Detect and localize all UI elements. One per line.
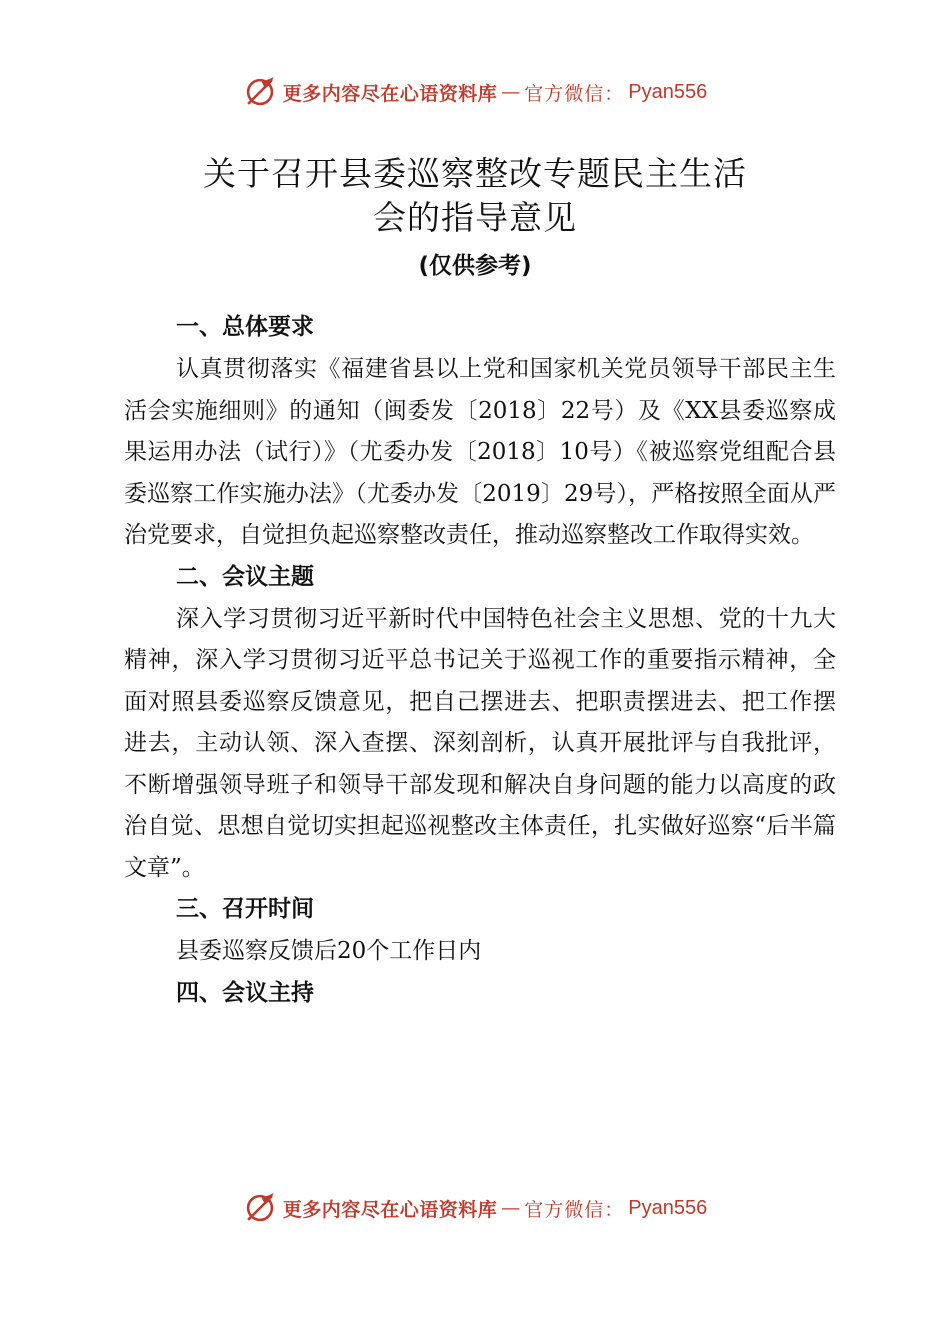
- footer-banner: [0, 1188, 950, 1228]
- banner-wechat-label: 官方微信：: [524, 1198, 625, 1221]
- banner-separator: —: [501, 1197, 521, 1219]
- banner-text: 更多内容尽在心语资料库: [282, 82, 498, 105]
- section-body-2: 深入学习贯彻习近平新时代中国特色社会主义思想、党的十九大精神，深入学习贯彻习近平总书记关于巡视工作的重要指示精神，全面对照县委巡察反馈意见，把自己摆进去、把职责摆进去、把工作摆进去，主动认领、深入查摆、深刻剖析，认真开展批评与自我批评，不断增强领导班子和领导干部发现和解决自身问题的能力以高度的政治自觉、思想自觉切实担起巡视整改主体责任，扎实做好巡察“后半篇文章”。: [124, 605, 836, 881]
- header-banner: [0, 72, 950, 112]
- banner-wechat-label: 官方微信：: [524, 82, 625, 105]
- banner-text: 更多内容尽在心语资料库: [282, 1198, 498, 1221]
- section-body-3: 县委巡察反馈后20个工作日内: [176, 938, 482, 964]
- section-heading-3: 三、召开时间: [176, 896, 314, 922]
- banner-wechat-id: Pyan556: [628, 1196, 708, 1219]
- section-heading-4: 四、会议主持: [176, 979, 314, 1006]
- banner-wechat-id: Pyan556: [628, 80, 708, 103]
- section-heading-1: 一、总体要求: [176, 314, 314, 340]
- quill-logo-icon: [243, 1191, 277, 1225]
- banner-separator: —: [501, 81, 521, 103]
- doc-title-line2: 会的指导意见: [373, 198, 577, 237]
- section-body-1: 认真贯彻落实《福建省县以上党和国家机关党员领导干部民主生活会实施细则》的通知（闽委发〔2018〕22号）及《XX县委巡察成果运用办法（试行）》（尤委办发〔2018〕10号）《被巡察党组配合县委巡察工作实施办法》（尤委办发〔2019〕29号），严格按照全面从严治党要求，自觉担负起巡察整改责任，推动巡察整改工作取得实效。: [124, 356, 836, 548]
- doc-body: [124, 309, 836, 1015]
- doc-subtitle: (仅供参考): [418, 253, 532, 279]
- doc-title-line1: 关于召开县委巡察整改专题民主生活: [203, 154, 747, 193]
- quill-logo-icon: [243, 75, 277, 109]
- section-heading-2: 二、会议主题: [176, 563, 314, 590]
